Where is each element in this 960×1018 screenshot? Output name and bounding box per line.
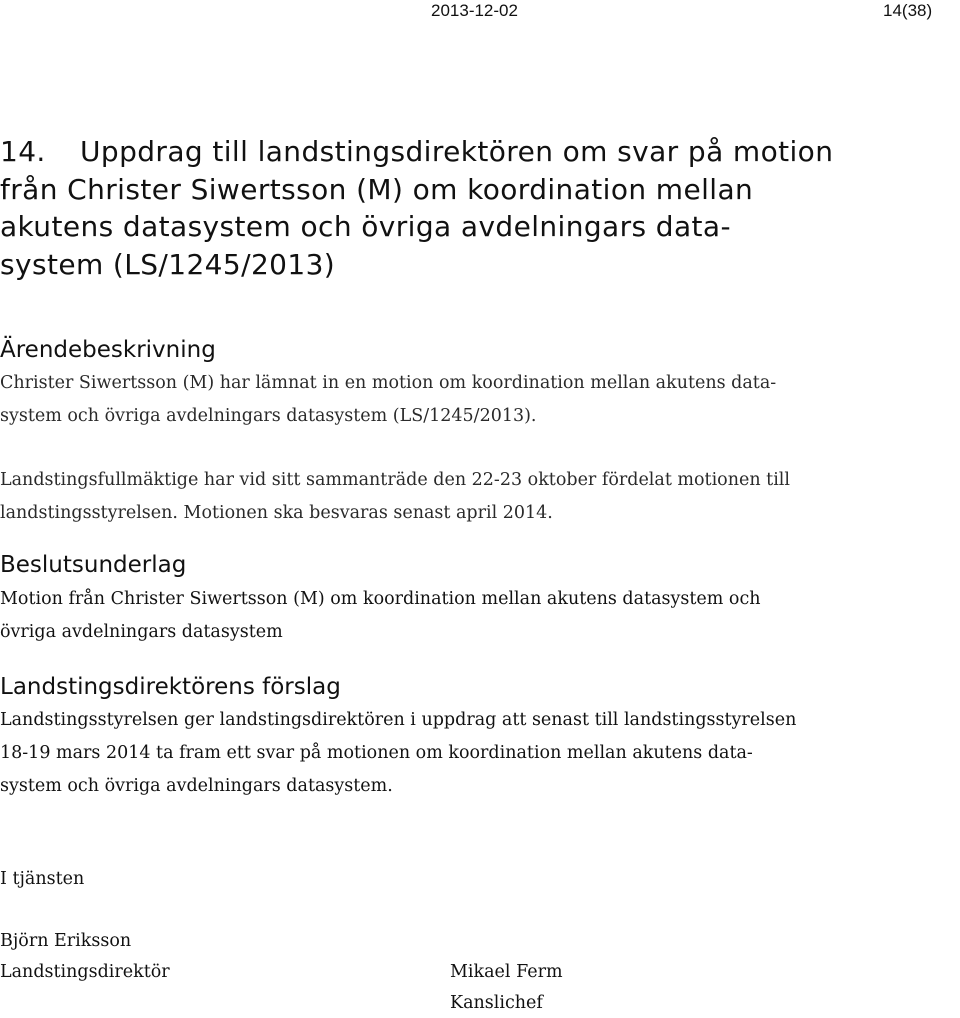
signatory-2-name: Mikael Ferm: [450, 962, 563, 982]
forslag-paragraph: [0, 704, 920, 803]
text-line: system och övriga avdelningars datasystem (LS/1245/2013).: [0, 406, 537, 426]
title-line-4: system (LS/1245/2013): [0, 247, 336, 281]
closing-text: I tjänsten: [0, 869, 85, 889]
page-title: [0, 133, 900, 283]
signatory-1-title: Landstingsdirektör: [0, 962, 170, 982]
header-date: 2013-12-02: [431, 1, 518, 20]
forslag-heading: Landstingsdirektörens förslag: [0, 674, 341, 700]
beslutsunderlag-paragraph: [0, 583, 920, 649]
text-line: övriga avdelningars datasystem: [0, 622, 283, 642]
signatory-1-name: Björn Eriksson: [0, 931, 132, 951]
text-line: 18-19 mars 2014 ta fram ett svar på motionen om koordination mellan akutens data-: [0, 743, 753, 763]
arendebeskrivning-paragraph-1: [0, 367, 920, 433]
signatory-2-title: Kanslichef: [450, 993, 543, 1013]
arendebeskrivning-heading: Ärendebeskrivning: [0, 337, 216, 363]
text-line: Landstingsfullmäktige har vid sitt sammanträde den 22-23 oktober fördelat motionen till: [0, 470, 791, 490]
text-line: Motion från Christer Siwertsson (M) om koordination mellan akutens datasystem och: [0, 589, 761, 609]
text-line: Landstingsstyrelsen ger landstingsdirektören i uppdrag att senast till landstingsstyrelsen: [0, 710, 797, 730]
arendebeskrivning-paragraph-2: [0, 464, 920, 530]
title-line-1: 14. Uppdrag till landstingsdirektören om svar på motion: [0, 133, 900, 171]
item-number: 14.: [0, 135, 46, 168]
beslutsunderlag-heading: Beslutsunderlag: [0, 552, 187, 578]
page-number: 14(38): [883, 1, 933, 20]
text-line: landstingsstyrelsen. Motionen ska besvaras senast april 2014.: [0, 503, 553, 523]
text-line: Christer Siwertsson (M) har lämnat in en motion om koordination mellan akutens data-: [0, 373, 777, 393]
title-line-2: från Christer Siwertsson (M) om koordination mellan: [0, 172, 754, 206]
text-line: system och övriga avdelningars datasystem.: [0, 776, 393, 796]
title-line-3: akutens datasystem och övriga avdelningars data-: [0, 210, 731, 243]
